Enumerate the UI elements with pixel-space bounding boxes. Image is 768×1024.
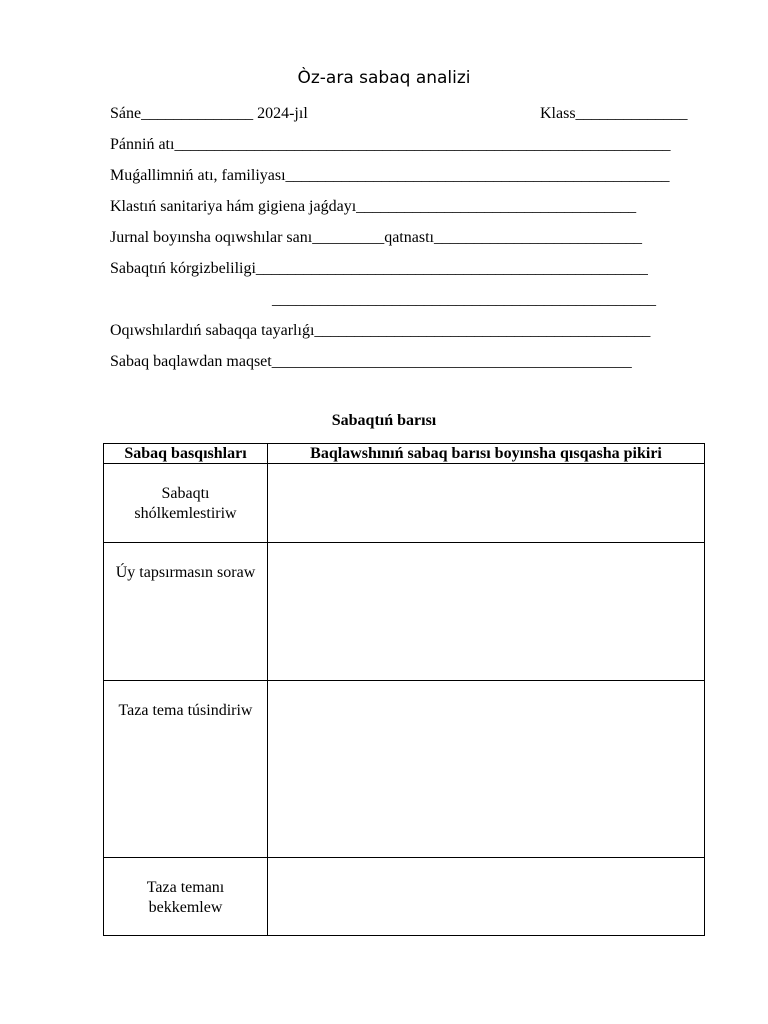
table-row [104,543,705,681]
readiness-field: Oqıwshılardıń sabaqqa tayarlıǵı__________________________________________ [110,322,651,339]
lesson-progress-table [103,443,705,936]
stage-cell: Sabaqtı shólkemlestiriw [104,464,268,543]
page-title: Òz-ara sabaq analizi [297,68,471,88]
comment-column-header: Baqlawshınıń sabaq barısı boyınsha qısqasha pikiri [268,444,705,464]
date-field: Sáne______________ 2024-jıl [110,105,308,122]
subject-field: Pánniń atı______________________________________________________________ [110,136,671,153]
goal-field: Sabaq baqlawdan maqset_____________________________________________ [110,353,632,370]
comment-cell[interactable] [268,464,705,543]
teacher-field: Muǵallimniń atı, familiyası________________________________________________ [110,167,670,184]
stage-cell: Taza temanı bekkemlew [104,858,268,936]
stage-cell: Úy tapsırmasın soraw [104,543,268,681]
sanitary-field: Klastıń sanitariya hám gigiena jaǵdayı___________________________________ [110,198,637,215]
table-row [104,681,705,858]
table-header-row [104,444,705,464]
comment-cell[interactable] [268,543,705,681]
section-title: Sabaqtıń barısı [331,412,437,429]
klass-field: Klass______________ [540,105,688,122]
table-row [104,858,705,936]
stage-cell: Taza tema túsindiriw [104,681,268,858]
comment-cell[interactable] [268,858,705,936]
table-row [104,464,705,543]
visual-field-continuation: ________________________________________________ [272,291,656,308]
comment-cell[interactable] [268,681,705,858]
stage-column-header: Sabaq basqıshları [104,444,268,464]
journal-field: Jurnal boyınsha oqıwshılar sanı_________qatnastı__________________________ [110,229,642,246]
visual-field: Sabaqtıń kórgizbeliligi_________________________________________________ [110,260,648,277]
